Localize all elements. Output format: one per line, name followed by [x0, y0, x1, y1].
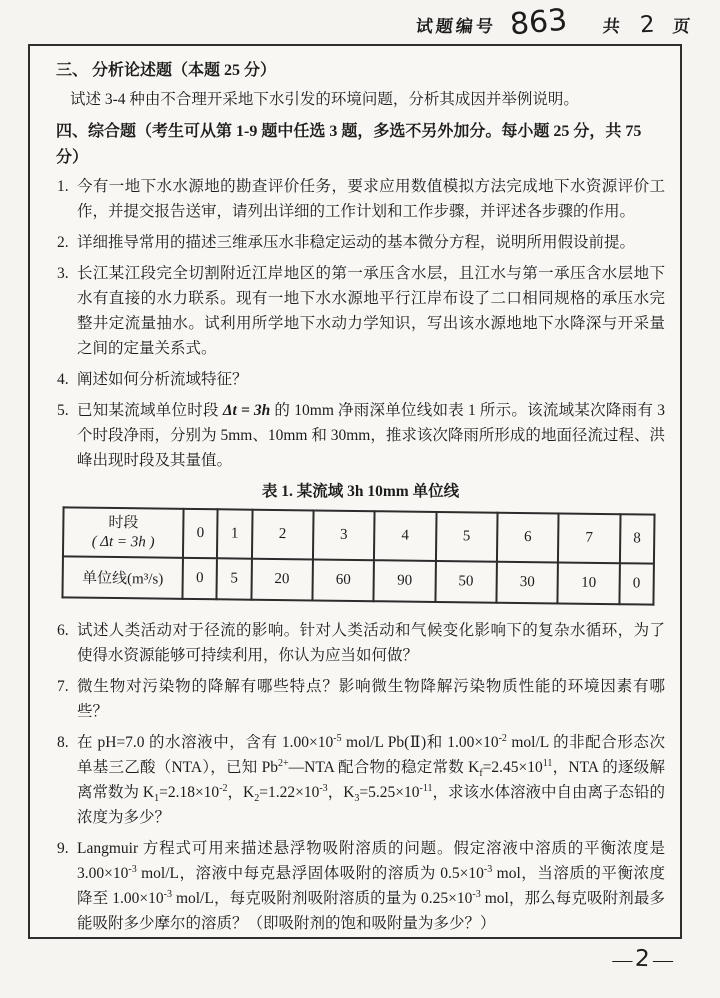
question-item-2	[56, 230, 665, 255]
question-text: 详细推导常用的描述三维承压水非稳定运动的基本微分方程，说明所用假设前提。	[77, 234, 636, 251]
unitline-value-cell: 60	[312, 559, 374, 601]
question-text: 在 pH=7.0 的水溶液中，含有 $1.00\times 10^{-5}$ mol/L Pb(Ⅱ)和 $1.00\times 10^{-2}$ mol/L 的非配合形态次单基三乙酸（NTA），已知 $Pb^{2+}—NTA$ 配合物的稳定常数 $K_f=2.45\times 10^{11}$，NTA 的逐级解离常数为 $K_1=2.18\times 10^{-2}$，$K_2=1.22\times 10^{-3}$，$K_3=5.25\times 10^{-11}$，求该水体溶液中自由离子态铅的浓度为多少？	[77, 732, 665, 826]
period-cell: 8	[620, 514, 655, 563]
period-cell: 0	[183, 509, 218, 558]
unitline-value-cell: 30	[496, 562, 558, 604]
table-row-periods	[63, 507, 655, 563]
period-label-cell	[63, 507, 184, 557]
exam-number-label: 试题编号	[414, 17, 497, 36]
period-cell: 4	[374, 511, 436, 561]
table-caption: 表 1. 某流域 3h 10mm 单位线	[261, 483, 460, 500]
page-number-value: 2	[634, 945, 652, 973]
period-cell: 1	[217, 509, 252, 558]
total-pages-prefix: 共	[602, 17, 624, 36]
question-number: 3.	[57, 265, 69, 282]
unitline-value-cell: 0	[619, 563, 654, 604]
period-cell: 6	[497, 513, 559, 563]
period-cell: 3	[313, 510, 375, 560]
question-text: 已知某流域单位时段 Δt = 3h 的 10mm 净雨深单位线如表 1 所示。该流域某次降雨有 3 个时段净雨，分别为 5mm、10mm 和 30mm，推求该次降雨所形成的地面径流过程、洪峰出现时段及其量值。	[77, 402, 665, 469]
section-four-title: 四、综合题（考生可从第 1-9 题中任选 3 题，多选不另外加分。每小题 25 分，共 75 分）	[56, 123, 642, 166]
exam-number-handwritten: 863	[508, 2, 569, 43]
total-pages-handwritten: 2	[639, 11, 656, 39]
question-number: 6.	[57, 622, 69, 639]
page-number-dash-right: —	[653, 949, 674, 971]
question-number: 5.	[57, 402, 69, 419]
question-item-4	[56, 367, 665, 392]
question-item-7	[56, 674, 665, 724]
unitline-value-cell: 0	[182, 558, 217, 599]
question-item-6	[56, 618, 665, 668]
unit-hydrograph-table-wrap	[61, 506, 655, 605]
question-text: Langmuir 方程式可用来描述悬浮物吸附溶质的问题。假定溶液中溶质的平衡浓度是 $3.00\times 10^{-3}$ mol/L，溶液中每克悬浮固体吸附的溶质为 $0.5\times 10^{-3}$ mol，当溶质的平衡浓度降至 $1.00\times 10^{-3}$ mol/L，每克吸附剂吸附溶质的量为 $0.25\times 10^{-3}$ mol，那么每克吸附剂最多能吸附多少摩尔的溶质？（即吸附剂的饱和吸附量为多少？）	[77, 840, 665, 932]
unitline-label-cell: 单位线(m³/s)	[62, 556, 182, 598]
question-item-1	[56, 174, 665, 224]
unitline-value-cell: 5	[217, 558, 252, 599]
question-number: 1.	[57, 178, 69, 195]
page-number-dash-left: —	[612, 949, 634, 971]
exam-header	[0, 2, 693, 43]
question-number: 9.	[57, 840, 69, 857]
question-item-3	[56, 261, 665, 361]
total-pages-suffix: 页	[671, 17, 693, 36]
unitline-value-cell: 50	[435, 561, 497, 603]
unitline-value-cell: 10	[558, 562, 620, 604]
question-number: 8.	[57, 734, 69, 751]
question-text: 今有一地下水水源地的勘查评价任务，要求应用数值模拟方法完成地下水资源评价工作，并提交报告送审，请列出详细的工作计划和工作步骤，并评述各步骤的作用。	[77, 178, 665, 220]
period-label-line2: ( Δt = 3h )	[91, 533, 155, 551]
period-cell: 2	[252, 510, 314, 560]
exam-paper-frame	[28, 44, 682, 939]
question-text: 阐述如何分析流域特征？	[77, 371, 248, 388]
period-label-line1: 时段	[108, 514, 139, 531]
section-three-body: 试述 3-4 种由不合理开采地下水引发的环境问题，分析其成因并举例说明。	[70, 91, 579, 108]
question-text: 微生物对污染物的降解有哪些特点？影响微生物降解污染物质性能的环境因素有哪些？	[77, 678, 665, 720]
period-cell: 7	[558, 513, 620, 563]
question-number: 2.	[57, 234, 69, 251]
question-item-9	[56, 836, 665, 936]
question-text: 长江某江段完全切割附近江岸地区的第一承压含水层，且江水与第一承压含水层地下水有直接的水力联系。现有一地下水水源地平行江岸布设了二口相同规格的承压水完整井定流量抽水。试利用所学地下水动力学知识，写出该水源地地下水降深与开采量之间的定量关系式。	[77, 265, 665, 357]
unitline-value-cell: 20	[251, 559, 313, 601]
unit-hydrograph-table	[61, 506, 655, 605]
question-number: 7.	[57, 678, 69, 695]
table-row-unitline	[62, 556, 653, 604]
question-item-5	[56, 398, 665, 473]
period-cell: 5	[436, 512, 498, 562]
question-number: 4.	[57, 371, 69, 388]
section-three-title: 三、 分析论述题（本题 25 分）	[56, 62, 277, 79]
question-item-8	[56, 730, 665, 830]
page-number	[612, 946, 674, 972]
unitline-value-cell: 90	[374, 560, 436, 602]
question-text: 试述人类活动对于径流的影响。针对人类活动和气候变化影响下的复杂水循环，为了使得水资源能够可持续利用，你认为应当如何做？	[77, 622, 665, 664]
